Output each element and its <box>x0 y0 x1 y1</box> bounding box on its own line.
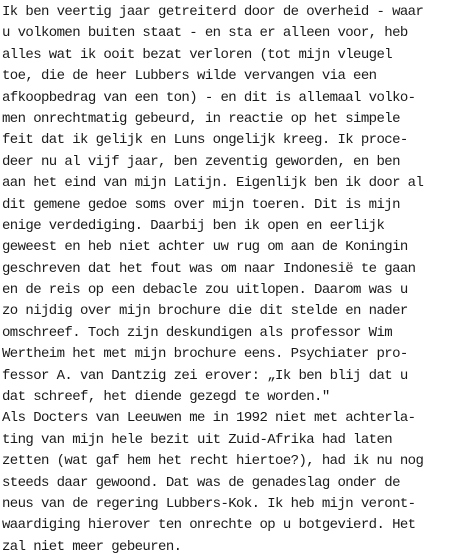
text-line-14: en de reis op een debacle zou uitlopen. Daarom was u <box>2 282 408 299</box>
text-line-22: zetten (wat gaf hem het recht hiertoe?), had ik nu nog <box>2 453 424 470</box>
text-line-8: deer nu al vijf jaar, ben zeventig geworden, en ben <box>2 153 400 170</box>
text-line-13: geschreven dat het fout was om naar Indonesië te gaan <box>2 260 416 277</box>
text-line-11: enige verdediging. Daarbij ben ik open en eerlijk <box>2 217 385 234</box>
text-line-6: men onrechtmatig gebeurd, in reactie op het simpele <box>2 110 400 127</box>
text-line-10: dit gemene gedoe soms over mijn toeren. Dit is mijn <box>2 196 400 213</box>
text-line-1: Ik ben veertig jaar getreiterd door de overheid - waar <box>2 4 424 20</box>
text-line-4: toe, die de heer Lubbers wilde vervangen via een <box>2 68 377 85</box>
text-line-17: Wertheim het met mijn brochure eens. Psychiater pro- <box>2 346 408 363</box>
text-line-15: zo nijdig over mijn brochure die dit stelde en nader <box>2 303 408 320</box>
text-line-26: zal niet meer gebeuren. <box>2 538 182 555</box>
text-line-12: geweest en heb niet achter uw rug om aan de Koningin <box>2 239 408 256</box>
text-line-25: waardiging hierover ten onrechte op u botgevierd. Het <box>2 517 416 534</box>
text-line-20: Als Docters van Leeuwen me in 1992 niet met achterla- <box>2 410 416 427</box>
text-line-24: neus van de regering Lubbers-Kok. Ik heb mijn veront- <box>2 495 416 512</box>
text-line-23: steeds daar gewoond. Dat was de genadeslag onder de <box>2 474 400 491</box>
text-line-3: alles wat ik ooit bezat verloren (tot mijn vleugel <box>2 46 393 63</box>
text-line-18: fessor A. van Dantzig zei erover: „Ik ben blij dat u <box>2 367 408 384</box>
text-line-16: omschreef. Toch zijn deskundigen als professor Wim <box>2 324 393 341</box>
text-line-19: dat schreef, het diende gezegd te worden." <box>2 389 330 406</box>
text-line-21: ting van mijn hele bezit uit Zuid-Afrika had laten <box>2 431 393 448</box>
text-line-7: feit dat ik gelijk en Luns ongelijk kreeg. Ik proce- <box>2 132 408 149</box>
text-line-9: aan het eind van mijn Latijn. Eigenlijk ben ik door al <box>2 175 424 192</box>
text-line-5: afkoopbedrag van een ton) - en dit is allemaal volko- <box>2 89 416 106</box>
text-line-2: u volkomen buiten staat - en sta er alleen voor, heb <box>2 25 408 42</box>
